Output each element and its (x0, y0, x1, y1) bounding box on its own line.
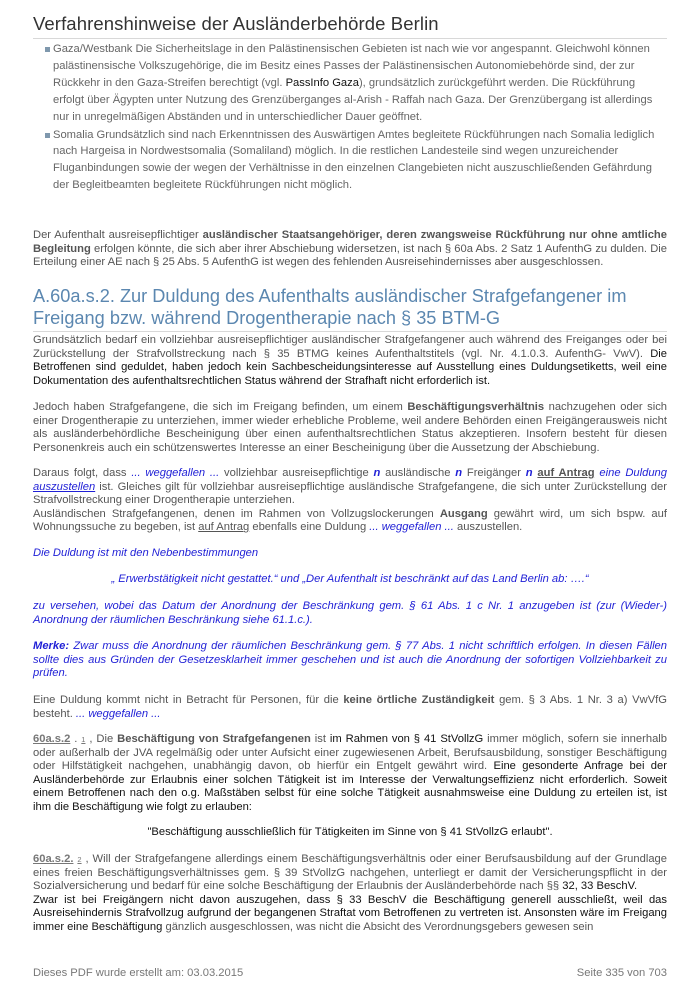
bullet-gaza-tail: ), grundsätzlich zurückgeführt werden. Die Rückführung erfolgt über Ägypten unter Nutzung des Grenzüberganges al-Arish - Raffah nach Gaza. Der Grenzübergang ist allerdings nur in unregelmäßigen Abständen und in unterschiedlicher Dauer geöffnet. (53, 76, 653, 123)
country-bullet-list (45, 41, 667, 194)
bold-text: Beschäftigung von Strafgefangenen (117, 733, 311, 745)
section-reference-link[interactable]: 60a.s.2 (33, 733, 71, 745)
text: , Die (85, 733, 118, 745)
beschaeftigung-quote: "Beschäftigung ausschließlich für Tätigkeiten im Sinne von § 41 StVollzG erlaubt". (147, 826, 553, 838)
text: gem. § 3 Abs. 1 Nr. 3 a) VwVfG besteht. (33, 694, 667, 720)
passinfo-gaza-link[interactable]: PassInfo Gaza (285, 76, 359, 89)
highlighted-text: im Rahmen von § 41 StVollzG (329, 733, 484, 745)
text: gänzlich ausgeschlossen, was nicht die Absicht des Verordnungsgebers gewesen sein (162, 920, 594, 933)
text: gewährt wird, um sich bspw. auf Wohnungssuche zu begeben, ist (33, 507, 667, 534)
paragraph-keine-duldung (33, 694, 667, 721)
paragraph-aufenthalt (33, 229, 667, 270)
text: , Will der Strafgefangene allerdings einem Beschäftigungsverhältnis oder einer Berufsausbildung auf der Grundlage eines freien Beschäftigungsverhältnisses gem. § 39 StVollzG nachgehen, unterliegt er damit der Versicherungspflicht in der Sozialversicherung und bedarf für eine solche Beschäftigung der Erlaubnis der Ausländerbehörde nach §§ (33, 853, 668, 893)
text: vollziehbar ausreisepflichtige (219, 467, 374, 479)
text: . (70, 733, 82, 745)
text: immer möglich, sofern sie innerhalb oder außerhalb der JVA regelmäßig oder unter Aufsicht einer zugewiesenen Arbeit, Berufsausbildung, sonstiger Beschäftigung oder Hilfstätigkeit nachgehen, unabhängig davon, ob hierfür ein Entgelt gewährt wird. (33, 733, 668, 773)
text: ist. Gleiches gilt für vollziehbar ausreisepflichtige ausländische Strafgefangene, die sich unter Zurückstellung der Strafvollstreckung einer Drogentherapie unterziehen. (33, 480, 667, 507)
inserted-letter: n (525, 467, 533, 479)
text: Ausländischen Strafgefangenen, denen im Rahmen von Vollzugslockerungen (33, 507, 440, 520)
zu-versehen-text: zu versehen, wobei das Datum der Anordnung der Beschränkung gem. § 61 Abs. 1 c Nr. 1 anzugeben ist (zur (Wieder-) Anordnung der räumlichen Beschränkung siehe 61.1.c.). (33, 600, 667, 626)
removed-text-marker: ... weggefallen ... (369, 521, 457, 534)
bold-text: ausländischer Staatsangehöriger, deren zwangsweise Rückführung nur ohne amtliche Begleitung (33, 229, 667, 255)
pdf-created-date: Dieses PDF wurde erstellt am: 03.03.2015 (33, 967, 244, 979)
header-divider (33, 38, 667, 39)
section-reference-link[interactable]: 60a.s.2. (33, 853, 74, 865)
text: ebenfalls eine Duldung (249, 521, 370, 534)
duldung-nebenbestimmungen: Die Duldung ist mit den Nebenbestimmungen (33, 547, 259, 559)
merke-text: Zwar muss die Anordnung der räumlichen Beschränkung gem. § 77 Abs. 1 nicht schriftlich erfolgen. In diesen Fällen sollte dies aus Gründen der Gesetzesklarheit immer geschehen und ist auch die Anordnung der sofortigen Vollziehbarkeit zu prüfen. (33, 640, 667, 680)
merke-note (33, 640, 667, 681)
highlighted-text: Zwar ist bei Freigängern nicht davon auszugehen, dass § 33 BeschV die Beschäftigung generell ausschließt, weil das Ausreisehindernis Strafvollzug aufgrund der begangenen Straftat vom Betroffenen zu vertreten ist. Ansonsten wäre im Freigang immer eine Beschäftigung (33, 893, 667, 933)
underlined-text: auf Antrag (198, 521, 250, 534)
text: erfolgen könnte, die sich aber ihrer Abschiebung widersetzen, ist nach § 60a Abs. 2 Satz 1 AufenthG zu dulden. Die Erteilung einer AE nach § 25 Abs. 5 AufenthG ist wegen des fehlenden Ausreisehindernisses aber ausgeschlossen. (33, 242, 667, 269)
paragraph-grundsaetzlich (33, 334, 667, 388)
bullet-somalia-lead: Somalia Grundsätzlich sind nach Erkenntnissen des Auswärtigen Amtes begleitete Rückführungen nach Somalia lediglich nach Hargeisa in Nordwestsomalia (Somaliland) möglich. In die restlichen Landesteile sind wegen unzureichender Fluganbindungen sowie der wegen der Verhältnisse in den einzelnen Clangebieten nicht auszuschließenden Gefährdung der Begleitbeamten begleitete Rückführungen nicht möglich. (53, 128, 655, 192)
merke-label: Merke: (33, 640, 70, 652)
bold-text: Beschäftigungsverhältnis (407, 401, 545, 413)
bold-text: Ausgang (439, 507, 488, 520)
text: Freigänger (462, 467, 526, 479)
bold-text: keine örtliche Zuständigkeit (343, 694, 495, 706)
text: auszustellen. (456, 521, 523, 534)
page-title: Verfahrenshinweise der Ausländerbehörde Berlin (33, 13, 439, 34)
section-divider (33, 331, 667, 332)
paragraph-daraus-folgt (33, 467, 667, 535)
bullet-square-icon (45, 47, 50, 52)
removed-text-marker: ... weggefallen ... (75, 707, 161, 720)
inserted-letter: n (455, 467, 463, 479)
inserted-letter: n (373, 467, 381, 479)
bullet-square-icon (45, 133, 50, 138)
bullet-gaza (45, 41, 667, 126)
bullet-somalia (45, 127, 667, 195)
text: Daraus folgt, dass (33, 467, 132, 479)
inserted-text: auszustellen (33, 480, 96, 493)
nebenbestimmungen-quote: „ Erwerbstätigkeit nicht gestattet.“ und „Der Aufenthalt ist beschränkt auf das Land Berlin ab: ….“ (111, 573, 589, 585)
text: Eine Duldung kommt nicht in Betracht für Personen, für die (33, 694, 344, 706)
inserted-text: eine Duldung (594, 467, 668, 479)
removed-text-marker: ... weggefallen ... (131, 467, 220, 479)
text: nachzugehen oder sich einer Drogentherapie zu unterziehen, immer wieder erhebliche Probleme, weil andere Behörden einen Freigängerausweis nicht als ausländerbehördliche Bescheinigung über einen aufenthaltsrechtlichen Status akzeptieren. Insofern besteht für diesen Personenkreis auch ein schützenswertes Interesse an einer Bescheinigung über die Aussetzung der Abschiebung. (33, 401, 668, 454)
text: Jedoch haben Strafgefangene, die sich im Freigang befinden, um einem (33, 401, 408, 413)
paragraph-jedoch (33, 401, 667, 455)
text: Grundsätzlich bedarf ein vollziehbar ausreisepflichtiger ausländischer Strafgefangener auch während des Freiganges oder bei Zurückstellung der Strafvollstreckung nach § 35 BTMG keines Aufenthaltstitels (vgl. Nr. 4.1.0.3. AufenthG- VwV). (33, 334, 667, 360)
text: Der Aufenthalt ausreisepflichtiger (33, 229, 203, 241)
paragraph-60a-s2-2 (33, 853, 667, 935)
text: ist (310, 733, 330, 745)
highlighted-text: Eine gesonderte Anfrage bei der Ausländerbehörde zur Erlaubnis einer solchen Tätigkeit ist im Interesse der Verwaltungseffizienz nicht erforderlich. Soweit einem Betroffenen nach den o.g. Maßstäben selbst für eine solche Tätigkeit ausnahmsweise eine Duldung zu erteilen ist, ist ihm die Beschäftigung wie folgt zu erlauben: (33, 760, 667, 813)
section-heading: A.60a.s.2. Zur Duldung des Aufenthalts ausländischer Strafgefangener im Freigang bzw. während Drogentherapie nach § 35 BTM-G (33, 286, 627, 328)
subsection-number[interactable]: 2 (77, 855, 82, 864)
subsection-number[interactable]: 1 (81, 735, 86, 744)
underlined-text: auf Antrag (537, 467, 595, 479)
text: ausländische (380, 467, 456, 479)
page-number: Seite 335 von 703 (576, 967, 667, 979)
bullet-gaza-lead: Gaza/Westbank Die Sicherheitslage in den Palästinensischen Gebieten ist nach wie vor angespannt. Gleichwohl können palästinensische Volkszugehörige, die im Besitz eines Passes der Palästinensischen Autonomiebehörde sind, der zur Rückkehr in den Gaza-Streifen berechtigt (vgl. (53, 43, 650, 89)
highlighted-text: Die Betroffenen sind geduldet, haben jedoch kein Sachbescheidungsinteresse auf Ausstellung eines Duldungsetiketts, weil eine Dokumentation des aufenthaltsrechtlichen Status während der Strafhaft nicht erforderlich ist. (33, 347, 667, 387)
paragraph-60a-s2-1 (33, 733, 667, 815)
highlighted-text: 32, 33 BeschV. (562, 880, 638, 893)
